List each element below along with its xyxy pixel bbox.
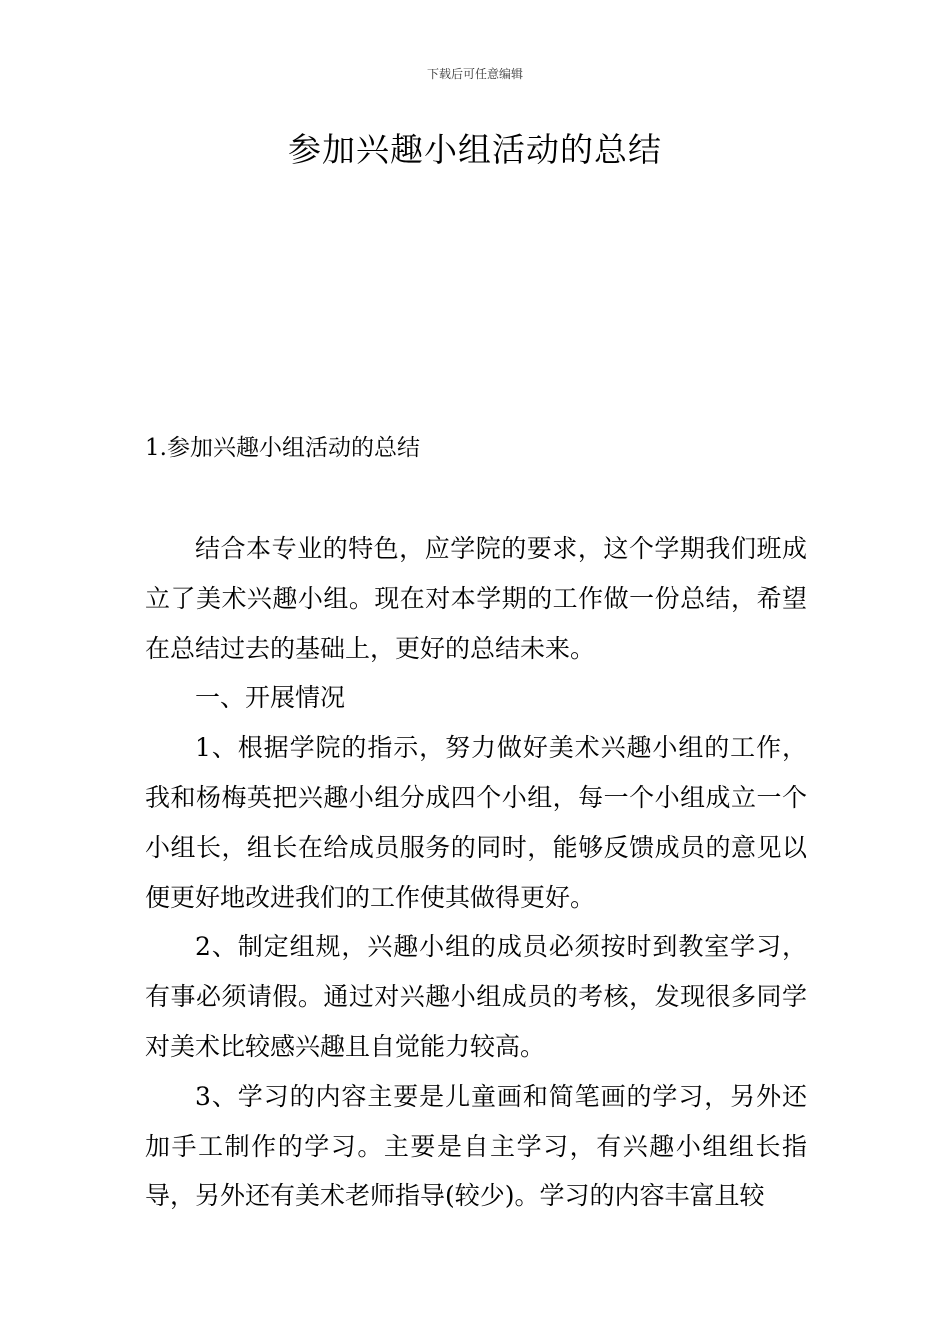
body-text	[145, 524, 807, 1221]
header-note: 下载后可任意编辑	[426, 67, 523, 81]
section-heading: 1.参加兴趣小组活动的总结	[145, 435, 420, 461]
paragraph-intro: 结合本专业的特色，应学院的要求，这个学期我们班成立了美术兴趣小组。现在对本学期的工作做一份总结，希望在总结过去的基础上，更好的总结未来。	[145, 534, 807, 663]
paragraph-item-3: 3、学习的内容主要是儿童画和简笔画的学习，另外还加手工制作的学习。主要是自主学习，有兴趣小组组长指导，另外还有美术老师指导(较少)。学习的内容丰富且较	[145, 1081, 807, 1211]
document-title: 参加兴趣小组活动的总结	[288, 130, 662, 169]
paragraph-subheading: 一、开展情况	[195, 683, 346, 713]
paragraph-item-2: 2、制定组规，兴趣小组的成员必须按时到教室学习，有事必须请假。通过对兴趣小组成员的考核，发现很多同学对美术比较感兴趣且自觉能力较高。	[145, 932, 807, 1061]
paragraph-item-1: 1、根据学院的指示，努力做好美术兴趣小组的工作，我和杨梅英把兴趣小组分成四个小组，每一个小组成立一个小组长，组长在给成员服务的同时，能够反馈成员的意见以便更好地改进我们的工作使其做得更好。	[145, 733, 807, 912]
